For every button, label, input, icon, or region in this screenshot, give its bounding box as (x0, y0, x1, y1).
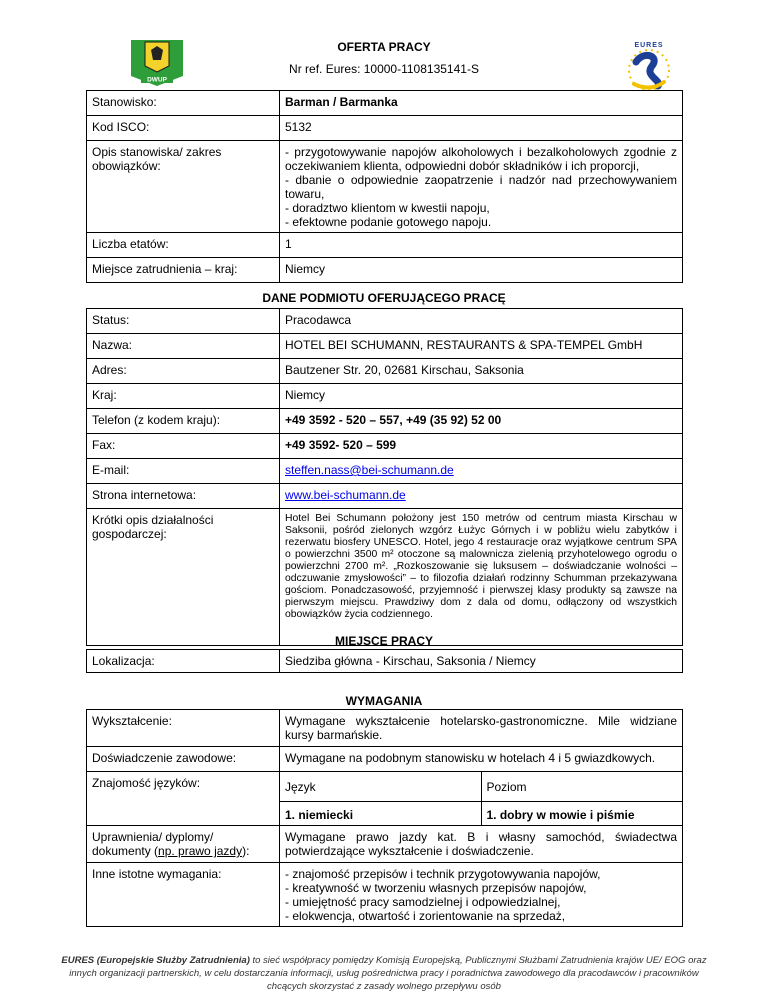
table-row (87, 359, 683, 384)
svg-text:EURES: EURES (634, 42, 664, 49)
email-label: E-mail: (87, 459, 280, 484)
website-label: Strona internetowa: (87, 484, 280, 509)
languages-label: Znajomość języków: (87, 772, 280, 826)
address-label: Adres: (87, 359, 280, 384)
svg-text:DWUP: DWUP (147, 76, 167, 84)
requirement-line: - elokwencja, otwartość i zorientowanie na sprzedaż, (285, 909, 566, 923)
table-row (87, 863, 683, 927)
table-row (87, 826, 683, 863)
job-country-label: Miejsce zatrudnienia – kraj: (87, 258, 280, 283)
table-row (87, 509, 683, 646)
table-row (87, 409, 683, 434)
table-row (87, 772, 683, 802)
requirements-heading: WYMAGANIA (345, 694, 423, 708)
table-row (87, 141, 683, 233)
description-line: - dbanie o odpowiednie zaopatrzenie i nadzór nad przechowywaniem towaru, (285, 173, 677, 201)
description-line: - efektowne podanie gotowego napoju. (285, 215, 492, 229)
employer-country-value: Niemcy (280, 384, 683, 409)
footer-bold: EURES (Europejskie Służby Zatrudnienia) (61, 955, 250, 966)
description-value (280, 141, 683, 233)
table-row (87, 91, 683, 116)
experience-label: Doświadczenie zawodowe: (87, 747, 280, 772)
table-row (87, 309, 683, 334)
employer-country-label: Kraj: (87, 384, 280, 409)
document-title: OFERTA PRACY (337, 40, 431, 54)
address-value: Bautzener Str. 20, 02681 Kirschau, Saksonia (280, 359, 683, 384)
email-cell (280, 459, 683, 484)
fte-value: 1 (280, 233, 683, 258)
permits-value: Wymagane prawo jazdy kat. B i własny samochód, świadectwa potwierdzające wykształcenie i doświadczenie. (280, 826, 683, 863)
name-label: Nazwa: (87, 334, 280, 359)
reference-number: Nr ref. Eures: 10000-1108135141-S (289, 62, 479, 76)
about-value: Hotel Bei Schumann położony jest 150 metrów od centrum miasta Kirschau w Saksonii, pośród zielonych wzgórz Łużyc Górnych i w pobliżu wielu zabytków i rezerwatu biosfery UNESCO. Hotel, jego 4 restauracje oraz wyjątkowe centrum SPA o powierzchni 3500 m² otoczone są malownicza zielenią przyhotelowego ogrodu o powierzchni 2700 m². „Rozkoszowanie się luksusem – doświadczanie wolności – odczuwanie zmysłowości” – to filozofia działań rodzinny Schumman przekazywana gościom. Ponadczasowość, przyjemność i pierwszej klasy produkty są zawsze na pierwszym miejscu. Prawdziwy dom z dala od domu, odłączony od wszystkich obowiązków życia codziennego. (280, 509, 683, 646)
isco-label: Kod ISCO: (87, 116, 280, 141)
description-line: - doradztwo klientom w kwestii napoju, (285, 201, 490, 215)
website-link[interactable]: www.bei-schumann.de (285, 488, 406, 502)
fax-value: +49 3592- 520 – 599 (280, 434, 683, 459)
job-table (86, 90, 683, 283)
permits-label: Uprawnienia/ dyplomy/ dokumenty (np. prawo jazdy): (87, 826, 280, 863)
education-value: Wymagane wykształcenie hotelarsko-gastronomiczne. Mile widziane kursy barmańskie. (280, 710, 683, 747)
other-requirements-value (280, 863, 683, 927)
fte-label: Liczba etatów: (87, 233, 280, 258)
footer-note (60, 954, 708, 993)
footer-text: to sieć współpracy pomiędzy Komisją Europejską, Publicznymi Służbami Zatrudnienia krajów UE/ EOG oraz innych organizacji partnerskich, w celu dostarczania informacji, usług pośrednictwa pracy i poradnictwa zawodowego dla pracodawców i pracowników chcących skorzystać z zasady wolnego przepływu osób (69, 955, 707, 992)
location-label: Lokalizacja: (87, 650, 280, 673)
table-row (87, 484, 683, 509)
table-row (87, 747, 683, 772)
table-row (87, 650, 683, 673)
phone-value: +49 3592 - 520 – 557, +49 (35 92) 52 00 (280, 409, 683, 434)
location-value: Siedziba główna - Kirschau, Saksonia / Niemcy (280, 650, 683, 673)
experience-value: Wymagane na podobnym stanowisku w hotelach 4 i 5 gwiazdkowych. (280, 747, 683, 772)
workplace-table (86, 649, 683, 673)
status-label: Status: (87, 309, 280, 334)
isco-value: 5132 (280, 116, 683, 141)
language-level: 1. dobry w mowie i piśmie (481, 802, 683, 826)
workplace-heading: MIEJSCE PRACY (334, 634, 434, 648)
email-link[interactable]: steffen.nass@bei-schumann.de (285, 463, 454, 477)
level-column-header: Poziom (481, 772, 683, 802)
table-row (87, 459, 683, 484)
table-row (87, 116, 683, 141)
language-column-header: Język (280, 772, 482, 802)
requirements-table (86, 709, 683, 927)
education-label: Wykształcenie: (87, 710, 280, 747)
position-value: Barman / Barmanka (280, 91, 683, 116)
requirement-line: - znajomość przepisów i technik przygotowywania napojów, (285, 867, 601, 881)
employer-table (86, 308, 683, 646)
table-row (87, 334, 683, 359)
requirement-line: - kreatywność w tworzeniu własnych przepisów napojów, (285, 881, 587, 895)
position-label: Stanowisko: (87, 91, 280, 116)
name-value: HOTEL BEI SCHUMANN, RESTAURANTS & SPA-TEMPEL GmbH (280, 334, 683, 359)
phone-label: Telefon (z kodem kraju): (87, 409, 280, 434)
requirement-line: - umiejętność pracy samodzielnej i odpowiedzialnej, (285, 895, 561, 909)
description-line: - przygotowywanie napojów alkoholowych i bezalkoholowych zgodnie z oczekiwaniem klienta, odpowiedni dobór składników i ich proporcji, (285, 145, 677, 173)
job-country-value: Niemcy (280, 258, 683, 283)
description-label: Opis stanowiska/ zakres obowiązków: (87, 141, 280, 233)
table-row (87, 434, 683, 459)
other-requirements-label: Inne istotne wymagania: (87, 863, 280, 927)
employer-heading: DANE PODMIOTU OFERUJĄCEGO PRACĘ (262, 291, 506, 305)
language-name: 1. niemiecki (280, 802, 482, 826)
table-row (87, 710, 683, 747)
status-value: Pracodawca (280, 309, 683, 334)
website-cell (280, 484, 683, 509)
fax-label: Fax: (87, 434, 280, 459)
about-label: Krótki opis działalności gospodarczej: (87, 509, 280, 646)
table-row (87, 233, 683, 258)
table-row (87, 258, 683, 283)
table-row (87, 384, 683, 409)
